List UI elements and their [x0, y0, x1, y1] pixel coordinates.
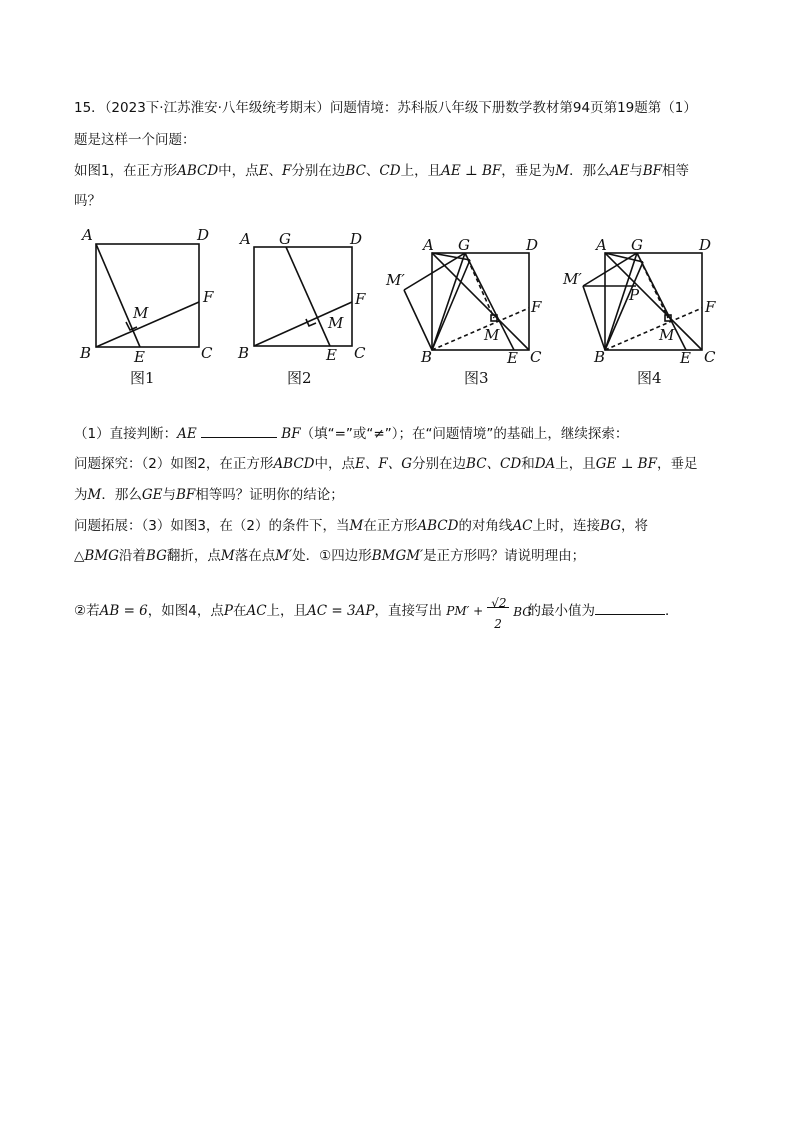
- fig2-label-e: E: [326, 346, 337, 364]
- fig3-label-f: F: [531, 298, 542, 316]
- answer-blank-1[interactable]: [201, 423, 277, 438]
- text: ，垂足为: [501, 163, 556, 179]
- fig3-label-a: A: [423, 236, 434, 254]
- fig4-label-a: A: [596, 236, 607, 254]
- fig1-label-a: A: [82, 226, 93, 244]
- math: BF: [281, 426, 301, 442]
- text: ．那么: [101, 487, 142, 503]
- text: ，垂足: [656, 456, 698, 472]
- part1-line: [74, 423, 734, 444]
- text: ②若: [74, 603, 100, 619]
- math: BC、CD: [466, 456, 522, 472]
- math: AC = 3AP: [307, 603, 375, 619]
- part2-line-2: [74, 485, 734, 505]
- text: 中，点: [218, 163, 259, 179]
- fig2-label-m: M: [328, 314, 344, 332]
- text: 的对角线: [458, 518, 513, 534]
- fig2-label-c: C: [354, 344, 366, 362]
- text: 分别在边: [412, 456, 467, 472]
- text: 中，点: [314, 456, 356, 472]
- fig3-label-c: C: [530, 348, 542, 366]
- fig2-label-a: A: [240, 230, 251, 248]
- fig1-label-c: C: [201, 344, 213, 362]
- fig2-caption: 图2: [287, 369, 312, 387]
- fig1-label-e: E: [134, 348, 145, 366]
- text: 问题拓展：（3）如图3，在（2）的条件下，当: [74, 518, 350, 534]
- fig3-label-g: G: [458, 236, 470, 254]
- text: 问题探究：（2）如图2，在正方形: [74, 456, 274, 472]
- fig2-label-b: B: [238, 344, 250, 362]
- text: 与: [162, 487, 176, 503]
- problem-source: （2023下·江苏淮安·八年级统考期末）: [104, 100, 330, 116]
- expression-bg: BG: [513, 605, 532, 619]
- fig4-label-m: M: [659, 326, 675, 344]
- math: BG: [145, 548, 167, 564]
- math: GE ⊥ BF: [595, 456, 657, 472]
- fig1-caption: 图1: [130, 369, 155, 387]
- math: BG: [600, 518, 621, 534]
- math: E、F、G: [355, 456, 413, 472]
- math: AC: [512, 518, 533, 534]
- fig1-label-b: B: [80, 344, 92, 362]
- fig4-label-p: P: [629, 286, 640, 304]
- fig4-label-f: F: [705, 298, 716, 316]
- sqrt2-over-2-fraction: [483, 596, 532, 631]
- problem-line-1: [74, 98, 734, 118]
- part3-line-1: [74, 516, 734, 536]
- problem-intro: 问题情境：苏科版八年级下册数学教材第94页第19题第（1）: [329, 100, 697, 116]
- math: ABCD: [417, 518, 459, 534]
- text: 的最小值为: [527, 603, 596, 619]
- text: 和: [521, 456, 535, 472]
- math: F: [282, 163, 292, 179]
- text: 落在点: [234, 548, 276, 564]
- fig3-label-e: E: [507, 349, 518, 367]
- fig1-label-m: M: [133, 304, 149, 322]
- figure-4-diagram: [583, 253, 702, 350]
- fig4-label-d: D: [699, 236, 712, 254]
- text: 上，且: [555, 456, 596, 472]
- math: ABCD: [273, 456, 315, 472]
- fig2-label-d: D: [350, 230, 363, 248]
- text: ，直接写出: [374, 603, 442, 619]
- text: ．: [665, 603, 679, 619]
- text: （填“=”或“≠”）；在“问题情境”的基础上，继续探索：: [300, 426, 629, 442]
- math: △BMG: [74, 548, 119, 564]
- fig3-label-d: D: [526, 236, 539, 254]
- text: ，如图4，点: [147, 603, 224, 619]
- math: BC: [345, 163, 366, 179]
- math: E: [258, 163, 269, 179]
- text: ，将: [621, 518, 648, 534]
- math: BF: [175, 487, 196, 503]
- text: 、: [268, 163, 283, 179]
- math: AB = 6: [99, 603, 148, 619]
- fig1-label-d: D: [197, 226, 210, 244]
- problem-intro-cont: 题是这样一个问题：: [74, 132, 196, 148]
- text: 在: [232, 603, 247, 619]
- math: DA: [534, 456, 556, 472]
- part3-line-2: [74, 546, 734, 566]
- text: 与: [629, 163, 643, 179]
- fraction-denominator: 2: [494, 617, 502, 631]
- text: （1）直接判断：: [74, 426, 178, 442]
- fig3-label-b: B: [421, 348, 433, 366]
- math: AE: [177, 426, 197, 442]
- fig4-label-g: G: [631, 236, 643, 254]
- math: BMGM′: [371, 548, 424, 564]
- text: ．那么: [569, 163, 610, 179]
- text: 上，且: [400, 163, 442, 179]
- fig1-label-f: F: [203, 288, 214, 306]
- fig3-caption: 图3: [464, 369, 489, 387]
- math: AE ⊥ BF: [441, 163, 502, 179]
- fraction-bar: [487, 607, 509, 608]
- math: GE: [141, 487, 163, 503]
- math: M: [555, 163, 570, 179]
- fraction-numerator: √2: [491, 596, 507, 610]
- math: BF: [642, 163, 662, 179]
- problem-line-3: [74, 161, 734, 181]
- math: M: [220, 548, 235, 564]
- text: 沿着: [118, 548, 146, 564]
- answer-blank-2[interactable]: [595, 600, 665, 615]
- fig3-label-m: M: [484, 326, 500, 344]
- fig4-label-mprime: M′: [563, 270, 582, 288]
- text: 处．①四边形: [292, 548, 372, 564]
- text: 吗？: [74, 193, 101, 209]
- math: ABCD: [177, 163, 219, 179]
- problem-line-2: [74, 130, 734, 150]
- text: 相等: [661, 163, 689, 179]
- text: 为: [74, 487, 88, 503]
- fig4-label-e: E: [680, 349, 691, 367]
- figure-1-diagram: [96, 244, 199, 347]
- text: 上，且: [266, 603, 308, 619]
- problem-line-4: [74, 191, 734, 211]
- text: 是正方形吗？请说明理由；: [423, 548, 586, 564]
- math: M: [87, 487, 102, 503]
- math: CD: [379, 163, 401, 179]
- text: 在正方形: [363, 518, 418, 534]
- fig4-caption: 图4: [637, 369, 662, 387]
- text: 分别在边: [291, 163, 346, 179]
- fig4-label-b: B: [594, 348, 606, 366]
- math: AC: [246, 603, 267, 619]
- math: M′: [275, 548, 293, 564]
- math: AE: [609, 163, 630, 179]
- figure-3-diagram: [404, 253, 529, 350]
- math: M: [349, 518, 364, 534]
- figures-panel: [0, 220, 800, 390]
- problem-number: 15．: [74, 100, 105, 116]
- part4-line: [74, 596, 734, 631]
- text: 翻折，点: [166, 548, 221, 564]
- text: 如图1，在正方形: [74, 163, 178, 179]
- part2-line-1: [74, 454, 734, 474]
- fig3-label-mprime: M′: [386, 271, 405, 289]
- fig2-label-g: G: [279, 230, 291, 248]
- text: 相等吗？证明你的结论；: [195, 487, 344, 503]
- fig2-label-f: F: [355, 290, 366, 308]
- text: 、: [365, 163, 380, 179]
- expression-pm: PM′ +: [446, 604, 484, 618]
- fig4-label-c: C: [704, 348, 716, 366]
- text: 上时，连接: [532, 518, 601, 534]
- math: P: [223, 603, 233, 619]
